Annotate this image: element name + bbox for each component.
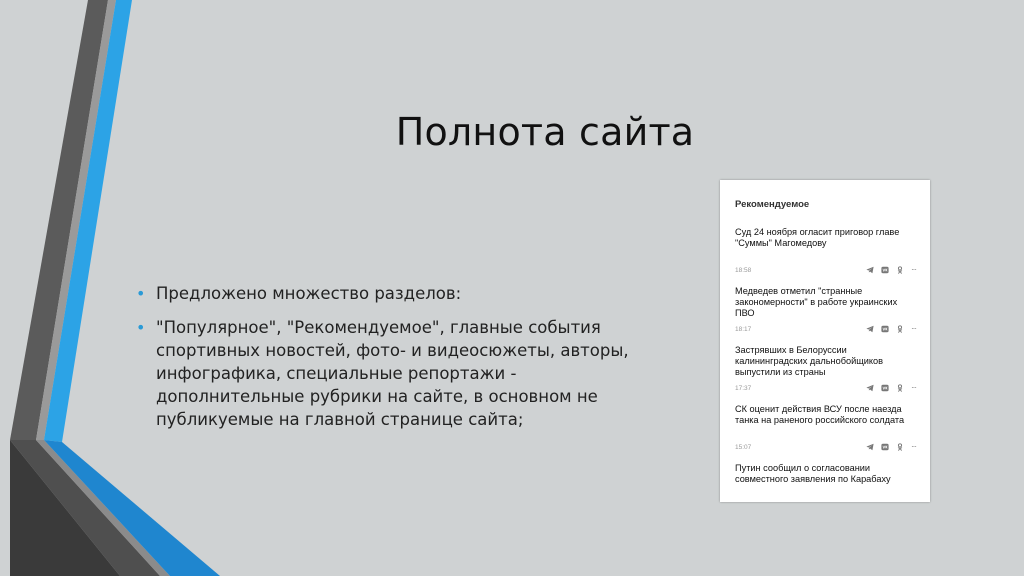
telegram-icon[interactable] [866, 443, 874, 451]
bullet-item [132, 282, 652, 305]
news-meta [735, 443, 916, 451]
news-meta [735, 266, 916, 274]
bullet-item [132, 316, 652, 431]
news-meta [735, 384, 916, 392]
news-title[interactable]: СК оценит действия ВСУ после наезда танка на раненого российского солдата [735, 404, 905, 425]
news-item[interactable] [720, 457, 930, 502]
telegram-icon[interactable] [866, 325, 874, 333]
more-icon[interactable]: ··· [911, 265, 916, 274]
news-item[interactable] [720, 339, 930, 398]
vk-icon[interactable] [881, 325, 889, 333]
slide-title: Полнота сайта [395, 110, 695, 154]
bullet-text: Предложено множество разделов: [156, 284, 462, 303]
news-item[interactable] [720, 280, 930, 339]
bullet-dot-icon: • [136, 284, 146, 303]
news-title[interactable]: Медведев отметил "странные закономерности" в работе украинских ПВО [735, 286, 898, 318]
news-meta [735, 325, 916, 333]
telegram-icon[interactable] [866, 266, 874, 274]
vk-icon[interactable] [881, 266, 889, 274]
odnoklassniki-icon[interactable] [896, 384, 904, 392]
news-time: 17:37 [735, 384, 752, 392]
vk-icon[interactable] [881, 443, 889, 451]
more-icon[interactable]: ··· [911, 442, 916, 451]
panel-heading: Рекомендуемое [735, 199, 810, 210]
telegram-icon[interactable] [866, 384, 874, 392]
bullet-list [132, 282, 652, 442]
more-icon[interactable]: ··· [911, 383, 916, 392]
news-time: 15:07 [735, 443, 752, 451]
recommended-panel-screenshot [720, 180, 930, 502]
news-title[interactable]: Суд 24 ноября огласит приговор главе "Суммы" Магомедову [735, 227, 900, 248]
share-icons [866, 325, 916, 333]
bullet-text: "Популярное", "Рекомендуемое", главные события спортивных новостей, фото- и видеосюжеты, авторы, инфографика, специальные репортажи - дополнительные рубрики на сайте, в основном не публикуемые на главной странице сайта; [156, 318, 629, 429]
vk-icon[interactable] [881, 384, 889, 392]
news-title[interactable]: Путин сообщил о согласовании совместного заявления по Карабаху [735, 463, 891, 484]
share-icons [866, 384, 916, 392]
odnoklassniki-icon[interactable] [896, 266, 904, 274]
more-icon[interactable]: ··· [911, 324, 916, 333]
news-item[interactable] [720, 221, 930, 280]
light-stripe [36, 0, 116, 440]
news-time: 18:17 [735, 325, 752, 333]
news-item[interactable] [720, 398, 930, 457]
odnoklassniki-icon[interactable] [896, 443, 904, 451]
share-icons [866, 443, 916, 451]
odnoklassniki-icon[interactable] [896, 325, 904, 333]
news-time: 18:58 [735, 266, 752, 274]
news-title[interactable]: Застрявших в Белоруссии калининградских дальнобойщиков выпустили из страны [735, 345, 884, 377]
share-icons [866, 266, 916, 274]
bullet-dot-icon: • [136, 318, 146, 337]
